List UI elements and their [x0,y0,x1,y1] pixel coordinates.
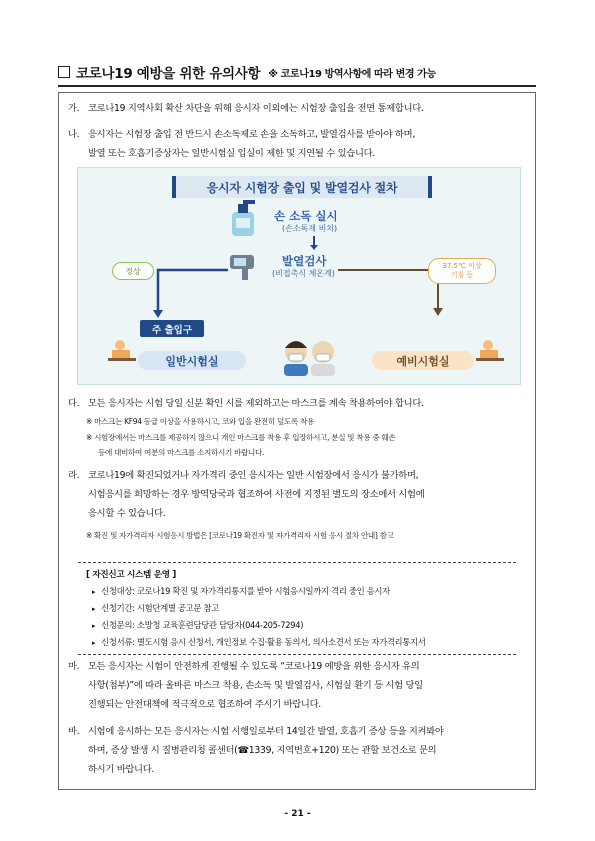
paragraph-text: 모든 응시자는 시험이 안전하게 진행될 수 있도록 “코로나19 예방을 위한 응시자 유의 [88,661,420,672]
selfreport-divider-top [78,562,516,564]
triangle-bullet-icon: ▸ [92,639,96,647]
figure-title: 응시자 시험장 출입 및 발열검사 절차 [172,176,432,198]
abnormal-temp-label: 37.5℃ 이상 [442,262,482,270]
reserve-room-desk-icon [476,340,504,361]
triangle-bullet-icon: ▸ [92,622,96,630]
paragraph-label: 라. [68,470,80,481]
paragraph-label: 다. [68,398,80,409]
step2-label: 발열검사 [282,254,327,268]
main-entrance-label: 주 출입구 [140,320,204,337]
selfreport-divider-bottom [78,654,516,656]
paragraph-label: 가. [68,103,80,114]
entry-procedure-figure [77,167,521,385]
paragraph-label: 바. [68,726,80,737]
thermometer-icon [230,255,254,280]
abnormal-cough-label: 기침 등 [450,271,474,279]
arrow-abnormal-icon [433,308,443,316]
step1-sublabel: (손소독제 비치) [282,224,338,233]
note-mask-spare: 등에 대비하여 여분의 마스크를 소지하시기 바랍니다. [98,448,265,457]
step2-sublabel: (비접촉식 체온계) [272,269,335,278]
paragraph-text: 코로나19 지역사회 확산 차단을 위해 응시자 이외에는 시험장 출입을 전면 통제합니다. [88,103,424,114]
paragraph-text: 진행되는 안전대책에 적극적으로 협조하여 주시기 바랍니다. [88,699,321,710]
note-mask-provided: ※ 시험장에서는 마스크를 제공하지 않으니 개인 마스크를 착용 후 입장하시고, 분실 및 착용 중 훼손 [86,433,396,442]
paragraph-ga [68,99,530,118]
step1-label: 손 소독 실시 [274,209,338,223]
paragraph-text: 사항(첨부)”에 따라 올바른 마스크 착용, 손소독 및 발열검사, 시험실 환기 등 시험 당일 [88,680,423,691]
selfreport-title: [ 자진신고 시스템 운영 ] [86,570,177,580]
general-room-label: 일반시험실 [138,351,246,370]
paragraph-da [68,394,530,413]
note-confirmed-guide: ※ 확진 및 자가격리자 시험응시 방법은 [코로나19 확진자 및 자가격리자 시험 응시 절차 안내] 참고 [86,531,394,540]
page-number: - 21 - [284,809,311,819]
paragraph-text: 시험응시를 희망하는 경우 방역당국과 협조하여 사전에 지정된 별도의 장소에서 시험에 [88,489,425,500]
paragraph-label: 마. [68,661,80,672]
paragraph-text: 하며, 증상 발생 시 질병관리청 콜센터(☎1339, 지역번호+120) 또는 관할 보건소로 문의 [88,745,437,756]
reserve-room-label: 예비시험실 [372,351,474,370]
paragraph-text: 발열 또는 호흡기증상자는 일반시험실 입실이 제한 및 지연될 수 있습니다. [88,148,375,159]
paragraph-text: 코로나19에 확진되었거나 자가격리 중인 응시자는 일반 시험장에서 응시가 불가하며, [88,470,419,481]
paragraph-text: 하시기 바랍니다. [88,764,155,775]
section-note: ※ 코로나19 방역사항에 따라 변경 가능 [268,68,436,80]
paragraph-text: 시험에 응시하는 모든 응시자는 시험 시행일로부터 14일간 발열, 호흡기 증상 등을 지켜봐야 [88,726,444,737]
selfreport-item: ▸ 신청문의: 소방청 교육훈련담당관 담당자(044-205-7294) [92,620,304,630]
paragraph-ma [68,657,530,714]
masked-people-icon [284,341,335,376]
normal-badge: 정상 [112,262,154,280]
general-room-desk-icon [108,340,136,361]
selfreport-item: ▸ 신청대상: 코로나19 확진 및 자가격리통지를 받아 시험응시일까지 격리 중인 응시자 [92,586,390,596]
abnormal-badge [428,258,496,284]
down-arrow-icon [310,245,318,250]
paragraph-text: 응시자는 시험장 출입 전 반드시 손소독제로 손을 소독하고, 발열검사를 받아야 하며, [88,129,416,140]
note-mask-grade: ※ 마스크는 KF94 등급 이상을 사용하시고, 코와 입을 완전히 덮도록 착용 [86,417,314,426]
paragraph-ba [68,722,530,779]
hand-sanitizer-icon [232,200,255,236]
paragraph-text: 응시할 수 있습니다. [88,508,166,519]
triangle-bullet-icon: ▸ [92,588,96,596]
selfreport-item: ▸ 신청기간: 시험단계별 공고문 참고 [92,603,219,613]
paragraph-na [68,125,530,163]
triangle-bullet-icon: ▸ [92,605,96,613]
title-underline [58,85,536,87]
selfreport-item: ▸ 신청서류: 별도시험 응시 신청서, 개인정보 수집·활용 동의서, 의사소견서 또는 자가격리통지서 [92,637,426,647]
checkbox-square-icon [58,66,70,78]
paragraph-ra [68,466,530,523]
section-title: 코로나19 예방을 위한 유의사항 [76,66,261,82]
paragraph-text: 모든 응시자는 시험 당일 신분 확인 시를 제외하고는 마스크를 계속 착용하여야 합니다. [88,398,424,409]
paragraph-label: 나. [68,129,80,140]
arrow-normal-icon [153,310,163,318]
section-header [58,60,538,84]
